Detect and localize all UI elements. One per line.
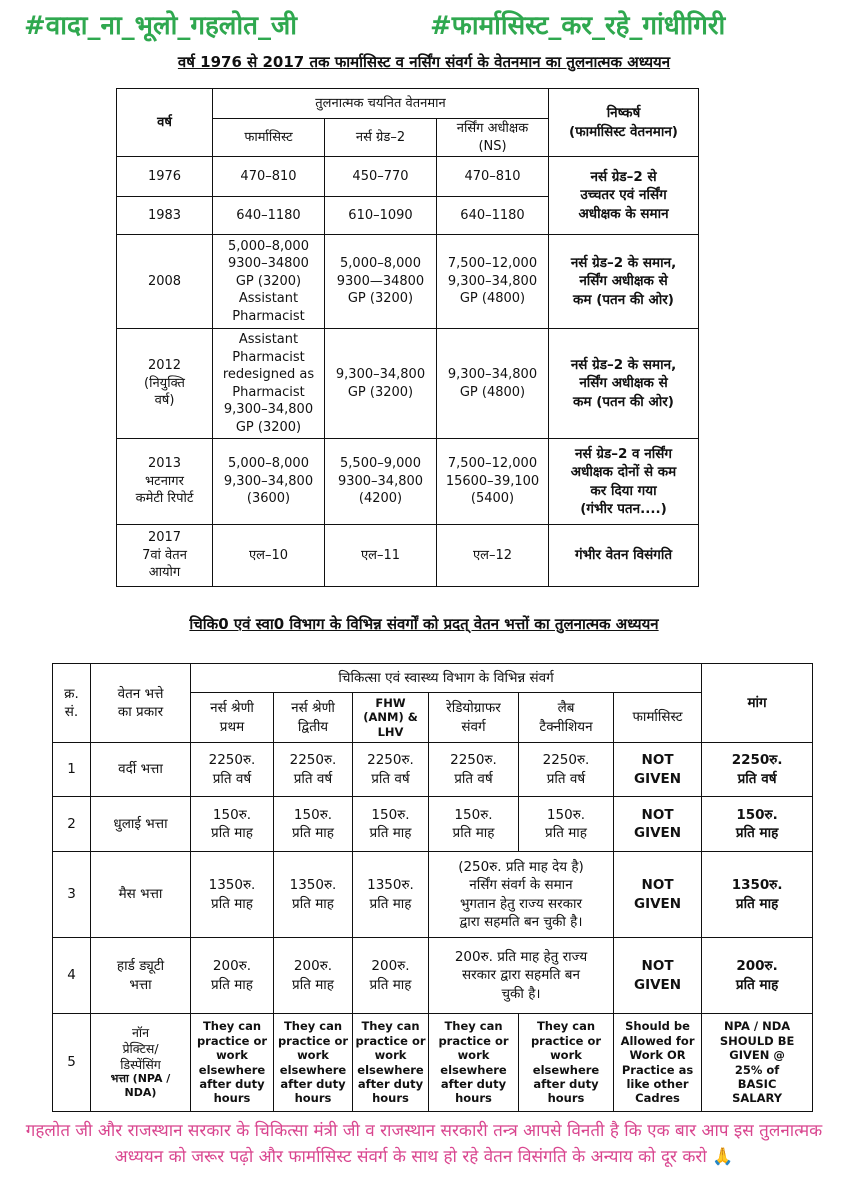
cell-type: वर्दी भत्ता	[91, 743, 191, 797]
cell-demand: 150रु. प्रति माह	[702, 797, 813, 852]
cell-ns: 7,500–12,000 15600–39,100 (5400)	[437, 439, 549, 525]
cell-pharmacist: 5,000–8,000 9300–34800 GP (3200) Assistant Pharmacist	[213, 235, 325, 329]
header-fhw: FHW (ANM) & LHV	[353, 693, 429, 743]
cell-type: धुलाई भत्ता	[91, 797, 191, 852]
cell-ns: 9,300–34,800 GP (4800)	[437, 329, 549, 439]
table-row	[117, 329, 699, 439]
cell-type-main: नॉन प्रेक्टिस/ डिस्पेंसिंग	[120, 1025, 161, 1072]
footer-appeal: गहलोत जी और राजस्थान सरकार के चिकित्सा मंत्री जी व राजस्थान सरकारी तन्त्र आपसे विनती है कि एक बार आप इस तुलनात्मक अध्ययन को जरूर पढ़ो और फार्मासिस्ट संवर्ग के साथ हो रहे वेतन विसंगति के अन्याय को दूर करो 🙏	[25, 1121, 823, 1168]
cell-type-suffix: भत्ता (NPA / NDA)	[110, 1072, 171, 1099]
table2-title: चिकि0 एवं स्वा0 विभाग के विभिन्न संवर्गों को प्रदत् वेतन भत्तों का तुलनात्मक अध्ययन	[189, 615, 659, 633]
table-row	[117, 525, 699, 587]
table-row	[53, 938, 813, 1014]
table-row	[53, 743, 813, 797]
cell-nurse: 450–770	[325, 157, 437, 197]
cell-sno: 3	[53, 852, 91, 938]
cell-ns: 470–810	[437, 157, 549, 197]
cell-value: 1350रु. प्रति माह	[191, 852, 274, 938]
cell-ns: 7,500–12,000 9,300–34,800 GP (4800)	[437, 235, 549, 329]
cell-pharmacist: 640–1180	[213, 197, 325, 235]
cell-ns: 640–1180	[437, 197, 549, 235]
cell-demand: 200रु. प्रति माह	[702, 938, 813, 1014]
cell-nurse: 5,000–8,000 9300—34800 GP (3200)	[325, 235, 437, 329]
cell-pharmacist: 5,000–8,000 9,300–34,800 (3600)	[213, 439, 325, 525]
table-row	[117, 157, 699, 197]
cell-type: मैस भत्ता	[91, 852, 191, 938]
cell-conclusion: नर्स ग्रेड–2 के समान, नर्सिंग अधीक्षक से कम (पतन की ओर)	[549, 329, 699, 439]
table-row	[117, 439, 699, 525]
cell-demand: 2250रु. प्रति वर्ष	[702, 743, 813, 797]
header-pharmacist: फार्मासिस्ट	[614, 693, 702, 743]
cell-value: They can practice or work elsewhere after duty hours	[274, 1014, 353, 1112]
cell-pharmacist-status: Should be Allowed for Work OR Practice as like other Cadres	[614, 1014, 702, 1112]
cell-pharmacist: एल–10	[213, 525, 325, 587]
cell-merged-note: (250रु. प्रति माह देय है) नर्सिंग संवर्ग के समान भुगतान हेतु राज्य सरकार द्वारा सहमति बन चुकी है।	[429, 852, 614, 938]
table-row	[117, 235, 699, 329]
cell-conclusion: नर्स ग्रेड–2 से उच्चतर एवं नर्सिंग अधीक्षक के समान	[549, 157, 699, 235]
header-sno: क्र. सं.	[53, 664, 91, 743]
table-row	[53, 852, 813, 938]
cell-value: 2250रु. प्रति वर्ष	[274, 743, 353, 797]
header-cadres-group: चिकित्सा एवं स्वास्थ्य विभाग के विभिन्न संवर्ग	[191, 664, 702, 693]
cell-nurse: 610–1090	[325, 197, 437, 235]
cell-year: 2008	[117, 235, 213, 329]
header-conclusion: निष्कर्ष (फार्मासिस्ट वेतनमान)	[549, 89, 699, 157]
cell-demand: NPA / NDA SHOULD BE GIVEN @ 25% of BASIC SALARY	[702, 1014, 813, 1112]
cell-value: 2250रु. प्रति वर्ष	[191, 743, 274, 797]
cell-value: 200रु. प्रति माह	[274, 938, 353, 1014]
cell-value: 2250रु. प्रति वर्ष	[429, 743, 519, 797]
cell-value: 1350रु. प्रति माह	[353, 852, 429, 938]
cell-value: 2250रु. प्रति वर्ष	[353, 743, 429, 797]
cell-year: 2012 (नियुक्ति वर्ष)	[117, 329, 213, 439]
hashtag-pharmacist: #फार्मासिस्ट_कर_रहे_गांधीगिरी	[430, 11, 726, 41]
header-nurse-second: नर्स श्रेणी द्वितीय	[274, 693, 353, 743]
cell-pharmacist: Assistant Pharmacist redesigned as Pharmacist 9,300–34,800 GP (3200)	[213, 329, 325, 439]
cell-sno: 5	[53, 1014, 91, 1112]
cell-ns: एल–12	[437, 525, 549, 587]
cell-value: They can practice or work elsewhere after duty hours	[191, 1014, 274, 1112]
cell-nurse: 5,500–9,000 9300–34,800 (4200)	[325, 439, 437, 525]
cell-value: They can practice or work elsewhere after duty hours	[519, 1014, 614, 1112]
pay-scale-comparison-table	[116, 88, 699, 587]
hashtag-banner	[0, 6, 848, 50]
allowance-comparison-table	[52, 663, 813, 1112]
cell-nurse: 9,300–34,800 GP (3200)	[325, 329, 437, 439]
header-radiographer: रेडियोग्राफर संवर्ग	[429, 693, 519, 743]
header-allowance-type: वेतन भत्ते का प्रकार	[91, 664, 191, 743]
cell-sno: 1	[53, 743, 91, 797]
cell-year: 2017 7वां वेतन आयोग	[117, 525, 213, 587]
cell-type	[91, 1014, 191, 1112]
cell-value: 150रु. प्रति माह	[519, 797, 614, 852]
cell-conclusion: नर्स ग्रेड–2 के समान, नर्सिंग अधीक्षक से कम (पतन की ओर)	[549, 235, 699, 329]
cell-pharmacist-status: NOT GIVEN	[614, 743, 702, 797]
cell-nurse: एल–11	[325, 525, 437, 587]
header-group: तुलनात्मक चयनित वेतनमान	[213, 89, 549, 119]
cell-value: They can practice or work elsewhere after duty hours	[429, 1014, 519, 1112]
header-nurse: नर्स ग्रेड–2	[325, 119, 437, 157]
cell-conclusion: नर्स ग्रेड–2 व नर्सिंग अधीक्षक दोनों से कम कर दिया गया (गंभीर पतन....)	[549, 439, 699, 525]
cell-value: 150रु. प्रति माह	[274, 797, 353, 852]
cell-year: 2013 भटनागर कमेटी रिपोर्ट	[117, 439, 213, 525]
cell-value: 150रु. प्रति माह	[429, 797, 519, 852]
header-pharmacist: फार्मासिस्ट	[213, 119, 325, 157]
cell-type: हार्ड ड्यूटी भत्ता	[91, 938, 191, 1014]
cell-year: 1976	[117, 157, 213, 197]
cell-year: 1983	[117, 197, 213, 235]
table1-title: वर्ष 1976 से 2017 तक फार्मासिस्ट व नर्सिंग संवर्ग के वेतनमान का तुलनात्मक अध्ययन	[177, 53, 671, 71]
table-row	[53, 1014, 813, 1112]
cell-value: 200रु. प्रति माह	[191, 938, 274, 1014]
cell-conclusion: गंभीर वेतन विसंगति	[549, 525, 699, 587]
cell-pharmacist: 470–810	[213, 157, 325, 197]
header-nurse-first: नर्स श्रेणी प्रथम	[191, 693, 274, 743]
cell-sno: 2	[53, 797, 91, 852]
header-lab-technician: लैब टैक्नीशियन	[519, 693, 614, 743]
cell-value: 150रु. प्रति माह	[353, 797, 429, 852]
cell-value: 1350रु. प्रति माह	[274, 852, 353, 938]
header-demand: मांग	[702, 664, 813, 743]
cell-pharmacist-status: NOT GIVEN	[614, 797, 702, 852]
hashtag-vada: #वादा_ना_भूलो_गहलोत_जी	[24, 11, 297, 41]
cell-value: 200रु. प्रति माह	[353, 938, 429, 1014]
cell-sno: 4	[53, 938, 91, 1014]
table-row	[53, 797, 813, 852]
header-ns: नर्सिंग अधीक्षक (NS)	[437, 119, 549, 157]
cell-value: 2250रु. प्रति वर्ष	[519, 743, 614, 797]
cell-pharmacist-status: NOT GIVEN	[614, 852, 702, 938]
cell-pharmacist-status: NOT GIVEN	[614, 938, 702, 1014]
cell-merged-note: 200रु. प्रति माह हेतु राज्य सरकार द्वारा सहमति बन चुकी है।	[429, 938, 614, 1014]
cell-value: They can practice or work elsewhere after duty hours	[353, 1014, 429, 1112]
header-year: वर्ष	[117, 89, 213, 157]
cell-demand: 1350रु. प्रति माह	[702, 852, 813, 938]
cell-value: 150रु. प्रति माह	[191, 797, 274, 852]
